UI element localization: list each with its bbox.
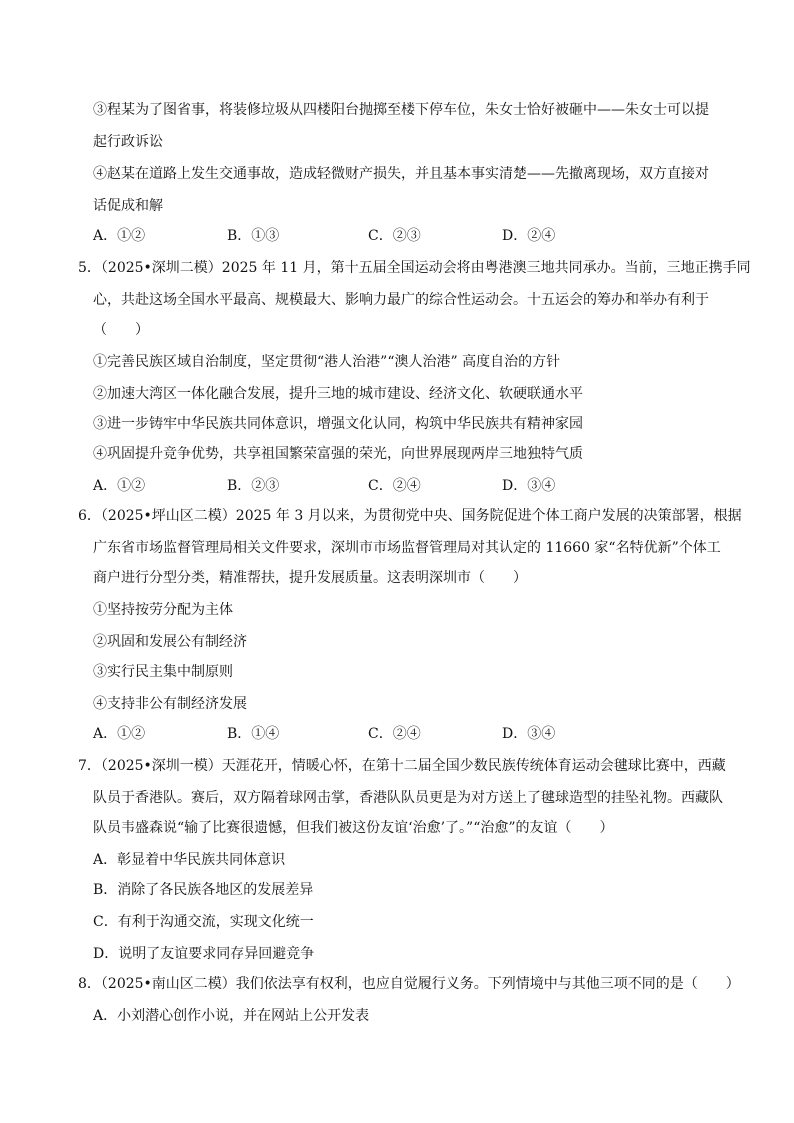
question-5-item-3: ③进一步铸牢中华民族共同体意识，增强文化认同，构筑中华民族共有精神家园: [93, 416, 583, 432]
question-5-stem-line-3: （ ）: [93, 322, 149, 338]
question-7-choice-a[interactable]: A．彰显着中华民族共同体意识: [93, 852, 286, 868]
option-item-3-line-1: ③程某为了图省事，将装修垃圾从四楼阳台抛掷至楼下停车位，朱女士恰好被砸中——朱女士可以提: [93, 102, 709, 118]
question-5-stem-line-1: 5．（2025•深圳二模）2025 年 11 月，第十五届全国运动会将由粤港澳三地共同承办。当前，三地正携手同: [78, 260, 751, 276]
question-7-stem-line-1: 7．（2025•深圳一模）天涯花开，情暖心怀，在第十二届全国少数民族传统体育运动会毽球比赛中，西藏: [78, 758, 726, 774]
question-5-item-4: ④巩固提升竞争优势，共享祖国繁荣富强的荣光，向世界展现两岸三地独特气质: [93, 446, 583, 462]
question-5-item-1: ①完善民族区域自治制度，坚定贯彻“港人治港”“澳人治港” 高度自治的方针: [93, 354, 561, 370]
answer-option-d[interactable]: D．③④: [502, 478, 556, 494]
answer-option-b[interactable]: B．①③: [227, 228, 280, 244]
question-6-item-2: ②巩固和发展公有制经济: [93, 634, 247, 650]
answer-option-b[interactable]: B．①④: [227, 726, 280, 742]
question-6-stem-line-3: 商户进行分型分类，精准帮扶，提升发展质量。这表明深圳市（ ）: [93, 570, 527, 586]
question-5-stem-line-2: 心，共赴这场全国水平最高、规模最大、影响力最广的综合性运动会。十五运会的筹办和举办有利于: [93, 292, 709, 308]
answer-option-a[interactable]: A．①②: [93, 228, 146, 244]
answer-option-d[interactable]: D．③④: [502, 726, 556, 742]
answer-option-a[interactable]: A．①②: [93, 478, 146, 494]
answer-option-a[interactable]: A．①②: [93, 726, 146, 742]
question-7-choice-d[interactable]: D．说明了友谊要求同存异回避竞争: [93, 946, 315, 962]
question-7-choice-c[interactable]: C．有利于沟通交流，实现文化统一: [93, 914, 314, 930]
question-6-stem-line-2: 广东省市场监督管理局相关文件要求，深圳市市场监督管理局对其认定的 11660 家“名特优新”个体工: [93, 540, 721, 556]
question-5-item-2: ②加速大湾区一体化融合发展，提升三地的城市建设、经济文化、软硬联通水平: [93, 386, 583, 402]
answer-option-c[interactable]: C．②④: [368, 726, 421, 742]
question-7-choice-b[interactable]: B．消除了各民族各地区的发展差异: [93, 882, 314, 898]
option-item-4-line-1: ④赵某在道路上发生交通事故，造成轻微财产损失，并且基本事实清楚——先撤离现场，双方直接对: [93, 166, 709, 182]
option-item-4-line-2: 话促成和解: [93, 198, 163, 214]
question-8-choice-a[interactable]: A．小刘潜心创作小说，并在网站上公开发表: [93, 1008, 370, 1024]
question-6-item-3: ③实行民主集中制原则: [93, 664, 233, 680]
answer-option-c[interactable]: C．②④: [368, 478, 421, 494]
question-6-item-4: ④支持非公有制经济发展: [93, 696, 247, 712]
option-item-3-line-2: 起行政诉讼: [93, 134, 163, 150]
answer-option-c[interactable]: C．②③: [368, 228, 421, 244]
answer-option-d[interactable]: D．②④: [502, 228, 556, 244]
question-8-stem-line-1: 8．（2025•南山区二模）我们依法享有权利，也应自觉履行义务。下列情境中与其他三项不同的是（ ）: [78, 976, 740, 992]
question-6-stem-line-1: 6．（2025•坪山区二模）2025 年 3 月以来，为贯彻党中央、国务院促进个体工商户发展的决策部署，根据: [78, 508, 742, 524]
question-7-stem-line-2: 队员于香港队。赛后，双方隔着球网击掌，香港队队员更是为对方送上了毽球造型的挂坠礼物。西藏队: [93, 790, 723, 806]
question-7-stem-line-3: 队员韦盛森说“输了比赛很遗憾，但我们被这份友谊‘治愈’了。”“治愈”的友谊（ ）: [93, 820, 614, 836]
question-6-item-1: ①坚持按劳分配为主体: [93, 602, 233, 618]
answer-option-b[interactable]: B．②③: [227, 478, 280, 494]
